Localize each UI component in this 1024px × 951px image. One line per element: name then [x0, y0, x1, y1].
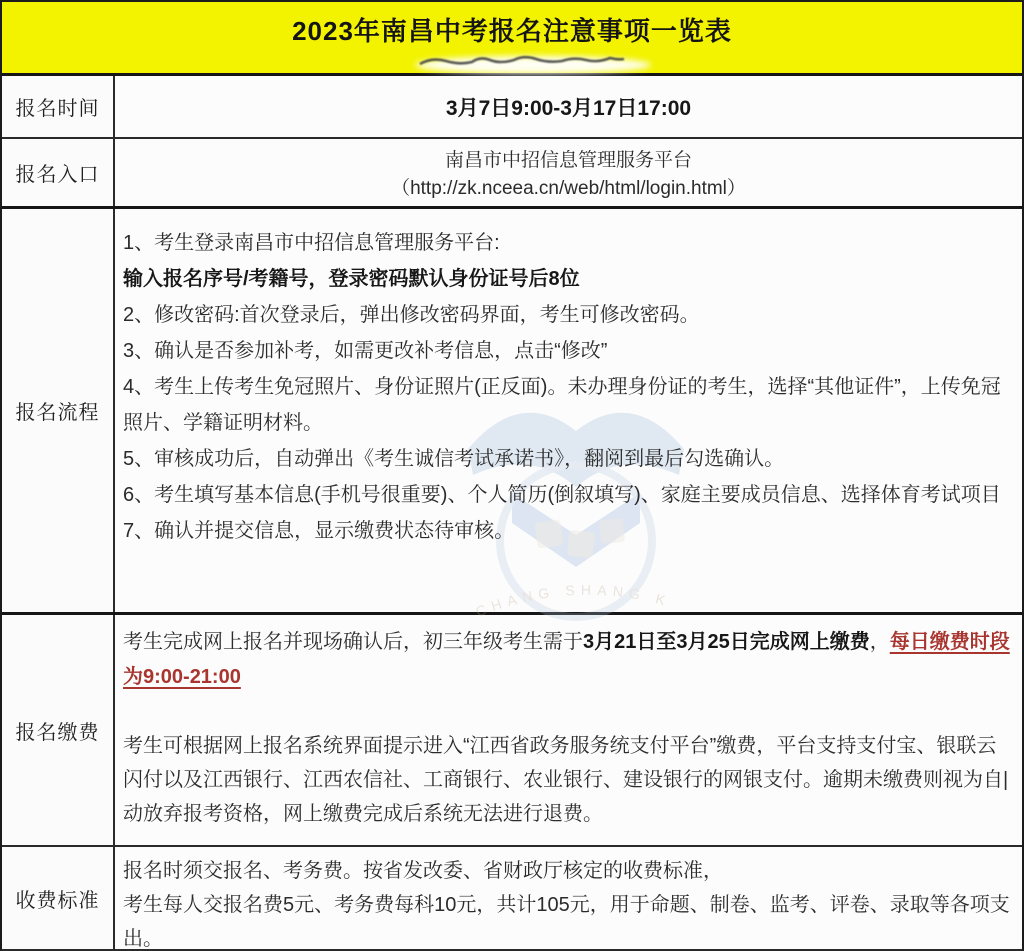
payment-method-paragraph: 考生可根据网上报名系统界面提示进入“江西省政务服务统支付平台”缴费，平台支持支付宝、银联云闪付以及江西银行、江西农信社、工商银行、农业银行、建设银行的网银支付。逾期未缴费则视为自|动放弃报考资格，网上缴费完成后系统无法进行退费。: [123, 735, 1009, 825]
notice-table: [0, 73, 1024, 951]
table-row-time: [2, 73, 1022, 137]
platform-name: 南昌市中招信息管理服务平台: [444, 149, 692, 171]
process-step: 6、考生填写基本信息(手机号很重要)、个人简历(倒叙填写)、家庭主要成员信息、选择体育考试项目: [123, 484, 1001, 506]
row-label-fees: 收费标准: [2, 847, 115, 949]
watermark-arc-text: CHANG SHANG K: [473, 581, 673, 620]
fees-line-1: 报名时须交报名、考务费。按省发改委、省财政厅核定的收费标准，: [123, 860, 723, 882]
process-step: 3、确认是否参加补考，如需更改补考信息，点击“修改”: [123, 340, 608, 362]
process-step-credentials: 输入报名序号/考籍号，登录密码默认身份证号后8位: [123, 268, 580, 290]
payment-text-normal: 考生完成网上报名并现场确认后，初三年级考生需于: [123, 631, 583, 653]
header-band: [0, 0, 1024, 73]
payment-deadline-paragraph: [123, 625, 1014, 695]
process-step: 4、考生上传考生免冠照片、身份证照片(正反面)。未办理身份证的考生，选择“其他证件”，上传免冠照片、学籍证明材料。: [123, 376, 1001, 434]
fees-cell: [115, 847, 1022, 949]
table-row-process: [2, 206, 1022, 612]
table-row-fees: [2, 845, 1022, 949]
fees-line-2: 考生每人交报名费5元、考务费每科10元，共计105元，用于命题、制卷、监考、评卷、录取等各项支出。: [123, 894, 1010, 950]
row-label-entrance: 报名入口: [2, 139, 115, 206]
process-step: 1、考生登录南昌市中招信息管理服务平台:: [123, 232, 500, 254]
process-step: 7、确认并提交信息，显示缴费状态待审核。: [123, 520, 515, 542]
row-label-payment: 报名缴费: [2, 615, 115, 845]
registration-entrance-cell: [115, 139, 1022, 206]
row-label-time: 报名时间: [2, 76, 115, 137]
platform-url: （http://zk.nceea.cn/web/html/login.html）: [391, 178, 746, 200]
payment-cell: [115, 615, 1022, 845]
registration-time-value: 3月7日9:00-3月17日17:00: [445, 96, 692, 120]
payment-deadline-bold: 3月21日至3月25日完成网上缴费: [583, 631, 870, 653]
payment-daily-window-red: 每日缴费时段为9:00-21:00: [123, 631, 1010, 688]
table-row-payment: [2, 612, 1022, 845]
process-step: 5、审核成功后，自动弹出《考生诚信考试承诺书》，翻阅到最后勾选确认。: [123, 448, 785, 470]
row-label-process: 报名流程: [2, 209, 115, 612]
payment-comma: ，: [869, 631, 890, 653]
page-title: 2023年南昌中考报名注意事项一览表: [292, 16, 732, 46]
table-row-entrance: [2, 137, 1022, 206]
process-step: 2、修改密码:首次登录后，弹出修改密码界面，考生可修改密码。: [123, 304, 700, 326]
registration-process-cell: [115, 209, 1022, 612]
